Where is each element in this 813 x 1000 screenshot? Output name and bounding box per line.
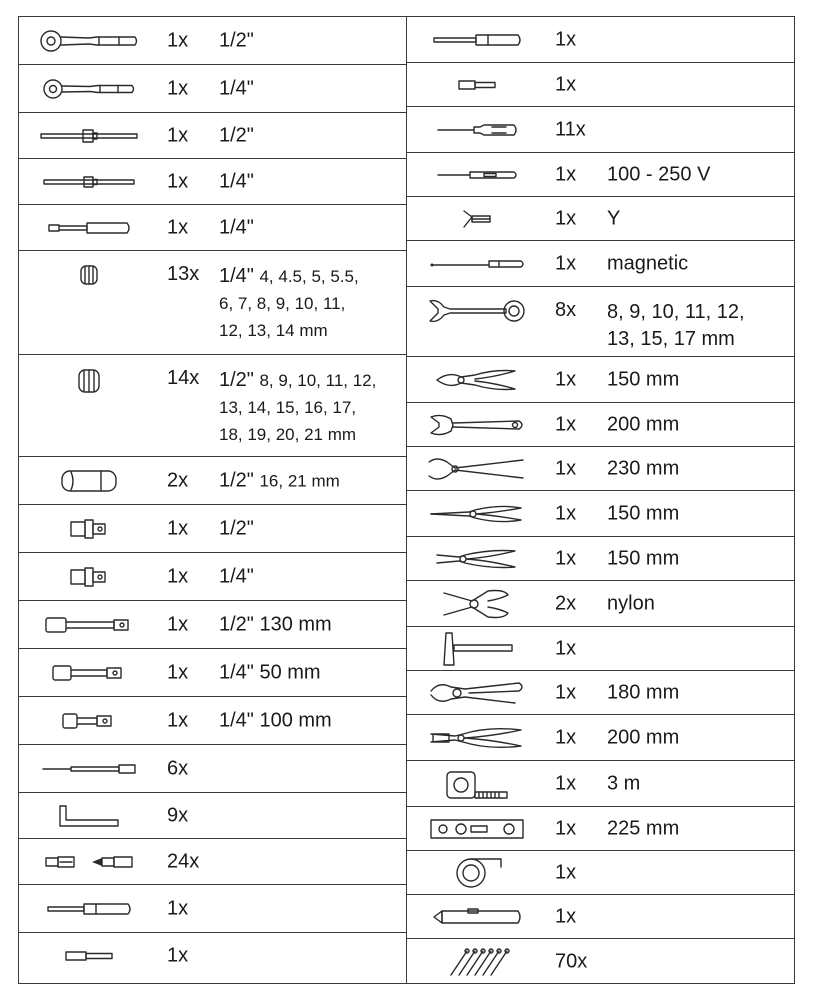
list-item (407, 581, 794, 627)
voltage-tester-icon (407, 153, 547, 196)
size-spec: 1/4" (219, 170, 254, 192)
list-item (19, 159, 406, 205)
quantity: 1x (555, 252, 577, 274)
water-pump-pliers-icon (407, 447, 547, 490)
combination-pliers-icon (407, 537, 547, 580)
quantity: 1x (555, 163, 577, 185)
hex-key-icon (19, 793, 159, 838)
universal-joint-half-icon (19, 505, 159, 552)
quantity: 1x (555, 73, 577, 95)
size-spec: 1/4" (219, 216, 254, 238)
quantity: 1x (167, 170, 189, 192)
size-spec: 150 mm (607, 547, 680, 569)
list-item (19, 793, 406, 839)
size-spec: 1/2" 16, 21 mm (219, 469, 340, 491)
list-item (19, 601, 406, 649)
socket-large-icon (19, 355, 159, 456)
list-item (407, 63, 794, 107)
size-spec: 200 mm (607, 413, 680, 435)
quantity: 6x (167, 757, 189, 779)
list-item (407, 851, 794, 895)
deep-socket-icon (19, 457, 159, 504)
quantity: 1x (167, 29, 189, 51)
universal-joint-quarter-icon (19, 553, 159, 600)
size-spec: 1/4" 50 mm (219, 661, 321, 683)
list-item (407, 403, 794, 447)
list-item (19, 205, 406, 251)
t-bar-quarter-icon (19, 159, 159, 204)
quantity: 2x (555, 592, 577, 614)
quantity: 1x (555, 905, 577, 927)
size-spec: 1/2" 8, 9, 10, 11, 12, 13, 14, 15, 16, 17, 18, 19, 20, 21 mm (219, 369, 377, 444)
bit-holder-icon (19, 933, 159, 979)
quantity: 8x (555, 299, 577, 321)
list-item (407, 939, 794, 985)
list-item (407, 153, 794, 197)
list-item (407, 447, 794, 491)
hammer-icon (407, 627, 547, 670)
list-item (19, 251, 406, 355)
right-parts-column (406, 16, 795, 984)
quantity: 1x (167, 124, 189, 146)
quantity: 1x (555, 817, 577, 839)
quantity: 13x (167, 263, 200, 285)
quantity: 1x (555, 207, 577, 229)
spirit-level-icon (407, 807, 547, 850)
utility-knife-icon (407, 895, 547, 938)
tape-measure-icon (407, 761, 547, 806)
list-item (19, 457, 406, 505)
list-item (407, 895, 794, 939)
spring-clamp-icon (407, 581, 547, 626)
locking-pliers-icon (407, 671, 547, 714)
list-item (407, 107, 794, 153)
list-item (407, 761, 794, 807)
combination-wrench-icon (407, 287, 547, 356)
quantity: 1x (555, 861, 577, 883)
list-item (19, 553, 406, 601)
quantity: 24x (167, 850, 200, 872)
screwdriver-large-icon (407, 17, 547, 62)
size-spec: 3 m (607, 772, 641, 794)
quantity: 1x (555, 547, 577, 569)
size-spec: Y (607, 207, 621, 229)
list-item (407, 807, 794, 851)
extension-bar-100-icon (19, 697, 159, 744)
long-bit-icon (19, 745, 159, 792)
size-spec: 180 mm (607, 681, 680, 703)
quantity: 70x (555, 950, 588, 973)
size-spec: 150 mm (607, 368, 680, 390)
size-spec: 100 - 250 V (607, 163, 711, 185)
size-spec: 230 mm (607, 457, 680, 479)
list-item (407, 197, 794, 241)
quantity: 1x (555, 502, 577, 524)
quantity: 1x (555, 413, 577, 435)
list-item (407, 715, 794, 761)
needle-nose-pliers-icon (407, 491, 547, 536)
size-spec: 1/4" (219, 77, 254, 99)
quantity: 1x (167, 613, 189, 635)
quantity: 1x (167, 565, 189, 587)
size-spec: magnetic (607, 252, 689, 274)
list-item (19, 745, 406, 793)
list-item (19, 649, 406, 697)
list-item (19, 355, 406, 457)
precision-screwdriver-icon (407, 107, 547, 152)
screwdriver-icon (19, 885, 159, 932)
quantity: 14x (167, 367, 200, 389)
ratchet-half-icon (19, 17, 159, 64)
y-bit-icon (407, 197, 547, 240)
size-spec: 1/2" (219, 124, 254, 146)
quantity: 1x (167, 944, 189, 967)
list-item (19, 933, 406, 979)
list-item (407, 241, 794, 287)
magnetic-pickup-icon (407, 241, 547, 286)
list-item (19, 885, 406, 933)
list-item (407, 17, 794, 63)
list-item (19, 505, 406, 553)
wire-stripper-icon (407, 715, 547, 760)
quantity: 1x (555, 681, 577, 703)
quantity: 1x (167, 661, 189, 683)
quantity: 1x (167, 517, 189, 539)
list-item (19, 17, 406, 65)
quantity: 11x (555, 118, 586, 140)
list-item (19, 839, 406, 885)
size-spec: nylon (607, 592, 655, 614)
t-bar-half-icon (19, 113, 159, 158)
list-item (407, 357, 794, 403)
list-item (19, 113, 406, 159)
size-spec: 150 mm (607, 502, 680, 524)
quantity: 1x (167, 709, 189, 731)
socket-small-icon (19, 251, 159, 354)
quantity: 1x (167, 77, 189, 99)
list-item (407, 671, 794, 715)
quantity: 1x (555, 772, 577, 794)
size-spec: 1/2" (219, 517, 254, 539)
size-spec: 1/2" 130 mm (219, 613, 332, 635)
quantity: 1x (555, 457, 577, 479)
size-spec: 200 mm (607, 726, 680, 748)
left-parts-column (18, 16, 407, 984)
extension-bar-50-icon (19, 649, 159, 696)
list-item (407, 537, 794, 581)
ratchet-quarter-icon (19, 65, 159, 112)
list-item (407, 627, 794, 671)
list-item (407, 491, 794, 537)
adjustable-wrench-icon (407, 403, 547, 446)
list-item (19, 65, 406, 113)
bits-icon (19, 839, 159, 884)
size-spec: 1/2" (219, 29, 254, 51)
quantity: 2x (167, 469, 189, 491)
size-spec: 8, 9, 10, 11, 12, 13, 15, 17 mm (607, 301, 745, 350)
insulating-tape-icon (407, 851, 547, 894)
quantity: 1x (555, 368, 577, 390)
size-spec: 225 mm (607, 817, 680, 839)
size-spec: 1/4" (219, 565, 254, 587)
quantity: 1x (555, 726, 577, 748)
bit-adapter-icon (407, 63, 547, 106)
quantity: 1x (555, 28, 577, 50)
extension-bar-130-icon (19, 601, 159, 648)
quantity: 1x (555, 637, 577, 659)
quantity: 9x (167, 804, 189, 826)
quantity: 1x (167, 216, 189, 238)
bit-driver-handle-icon (19, 205, 159, 250)
diagonal-cutter-icon (407, 357, 547, 402)
size-spec: 1/4" 4, 4.5, 5, 5.5, 6, 7, 8, 9, 10, 11, 12, 13, 14 mm (219, 265, 359, 340)
nails-icon (407, 939, 547, 985)
list-item (407, 287, 794, 357)
quantity: 1x (167, 897, 189, 919)
size-spec: 1/4" 100 mm (219, 709, 332, 731)
list-item (19, 697, 406, 745)
